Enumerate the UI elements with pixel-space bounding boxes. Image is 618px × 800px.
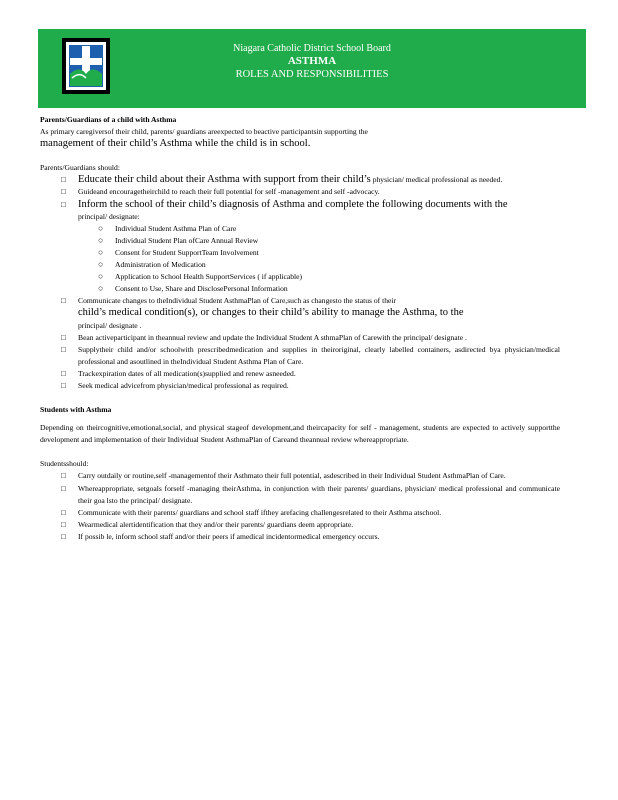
list-item: □ If possib le, inform school staff and/or their peers if amedical incidentormedical emergency occurs.	[40, 531, 560, 543]
parents-intro-line2: management of their child’s Asthma while the child is in school.	[40, 138, 311, 150]
document-list-item: ○ Individual Student Plan ofCare Annual Review	[40, 235, 560, 247]
document-list-item: ○ Individual Student Asthma Plan of Care	[40, 223, 560, 235]
list-item: □ Supplytheir child and/or schoolwith prescribedmedication and supplies in theiroriginal, clearly labelled containers, asdirected bya physician/medical professional and asoutlined in theIndividual Student Asthma Plan of Care.	[40, 344, 560, 368]
document-list-item: ○ Application to School Health SupportServices ( if applicable)	[40, 271, 560, 283]
header-title-block	[38, 42, 586, 81]
board-name: Niagara Catholic District School Board	[233, 43, 391, 54]
students-should-label: Studentsshould:	[40, 459, 89, 469]
list-item: □ Guideand encouragetheirchild to reach their full potential for self -management and self -advocacy.	[40, 186, 560, 198]
document-list-item: ○ Administration of Medication	[40, 259, 560, 271]
document-header	[38, 29, 586, 108]
list-item: □ Communicate changes to theIndividual Student AsthmaPlan of Care,such as changesto the status of their child’s medical condition(s), or changes to their child’s ability to manage the Asthma, to the principal/ designate .	[40, 295, 560, 331]
students-intro: Depending on theircognitive,emotional,social, and physical stageof development,and theircapacity for self - management, students are expected to actively supportthe development and implementation of their Individual Student AsthmaPlan of Careand theannual review whereappropriate.	[40, 423, 560, 445]
parents-heading: Parents/Guardians of a child with Asthma	[40, 115, 177, 124]
parents-responsibilities-list	[40, 174, 560, 392]
students-responsibilities-list	[40, 470, 560, 543]
document-subtitle: ROLES AND RESPONSIBILITIES	[235, 69, 389, 80]
list-item: □ Carry outdaily or routine,self -managementof their Asthmato their full potential, asdescribed in their Individual Student AsthmaPlan of Care.	[40, 470, 560, 482]
document-title: ASTHMA	[287, 55, 337, 67]
list-item: □ Communicate with their parents/ guardians and school staff ifthey arefacing challengesrelated to their Asthma atschool.	[40, 507, 560, 519]
list-item: □ Whereappropriate, setgoals forself -managing theirAsthma, in conjunction with their parents/ guardians, physician/ medical professional and communicate their goa lsto the principal/ designate.	[40, 483, 560, 507]
document-body	[40, 114, 560, 543]
parents-intro-line1: As primary caregiversof their child, parents/ guardians areexpected to beactive participantsin supporting the	[40, 127, 368, 137]
list-item: □ Educate their child about their Asthma with support from their child’s physician/ medical professional as needed.	[40, 174, 560, 186]
students-heading: Students with Asthma	[40, 405, 112, 415]
list-item: □ Trackexpiration dates of all medication(s)supplied and renew asneeded.	[40, 368, 560, 380]
parents-should-label: Parents/Guardians should:	[40, 163, 120, 173]
list-item: □ Wearmedical alertidentification that they and/or their parents/ guardians deem appropriate.	[40, 519, 560, 531]
list-item: □ Inform the school of their child’s diagnosis of Asthma and complete the following documents with the principal/ designate:	[40, 199, 560, 223]
document-list-item: ○ Consent to Use, Share and DisclosePersonal Information	[40, 283, 560, 295]
document-list-item: ○ Consent for Student SupportTeam Involvement	[40, 247, 560, 259]
list-item: □ Seek medical advicefrom physician/medical professional as required.	[40, 380, 560, 392]
list-item: □ Bean activeparticipant in theannual review and update the Individual Student A sthmaPlan of Carewith the principal/ designate .	[40, 332, 560, 344]
